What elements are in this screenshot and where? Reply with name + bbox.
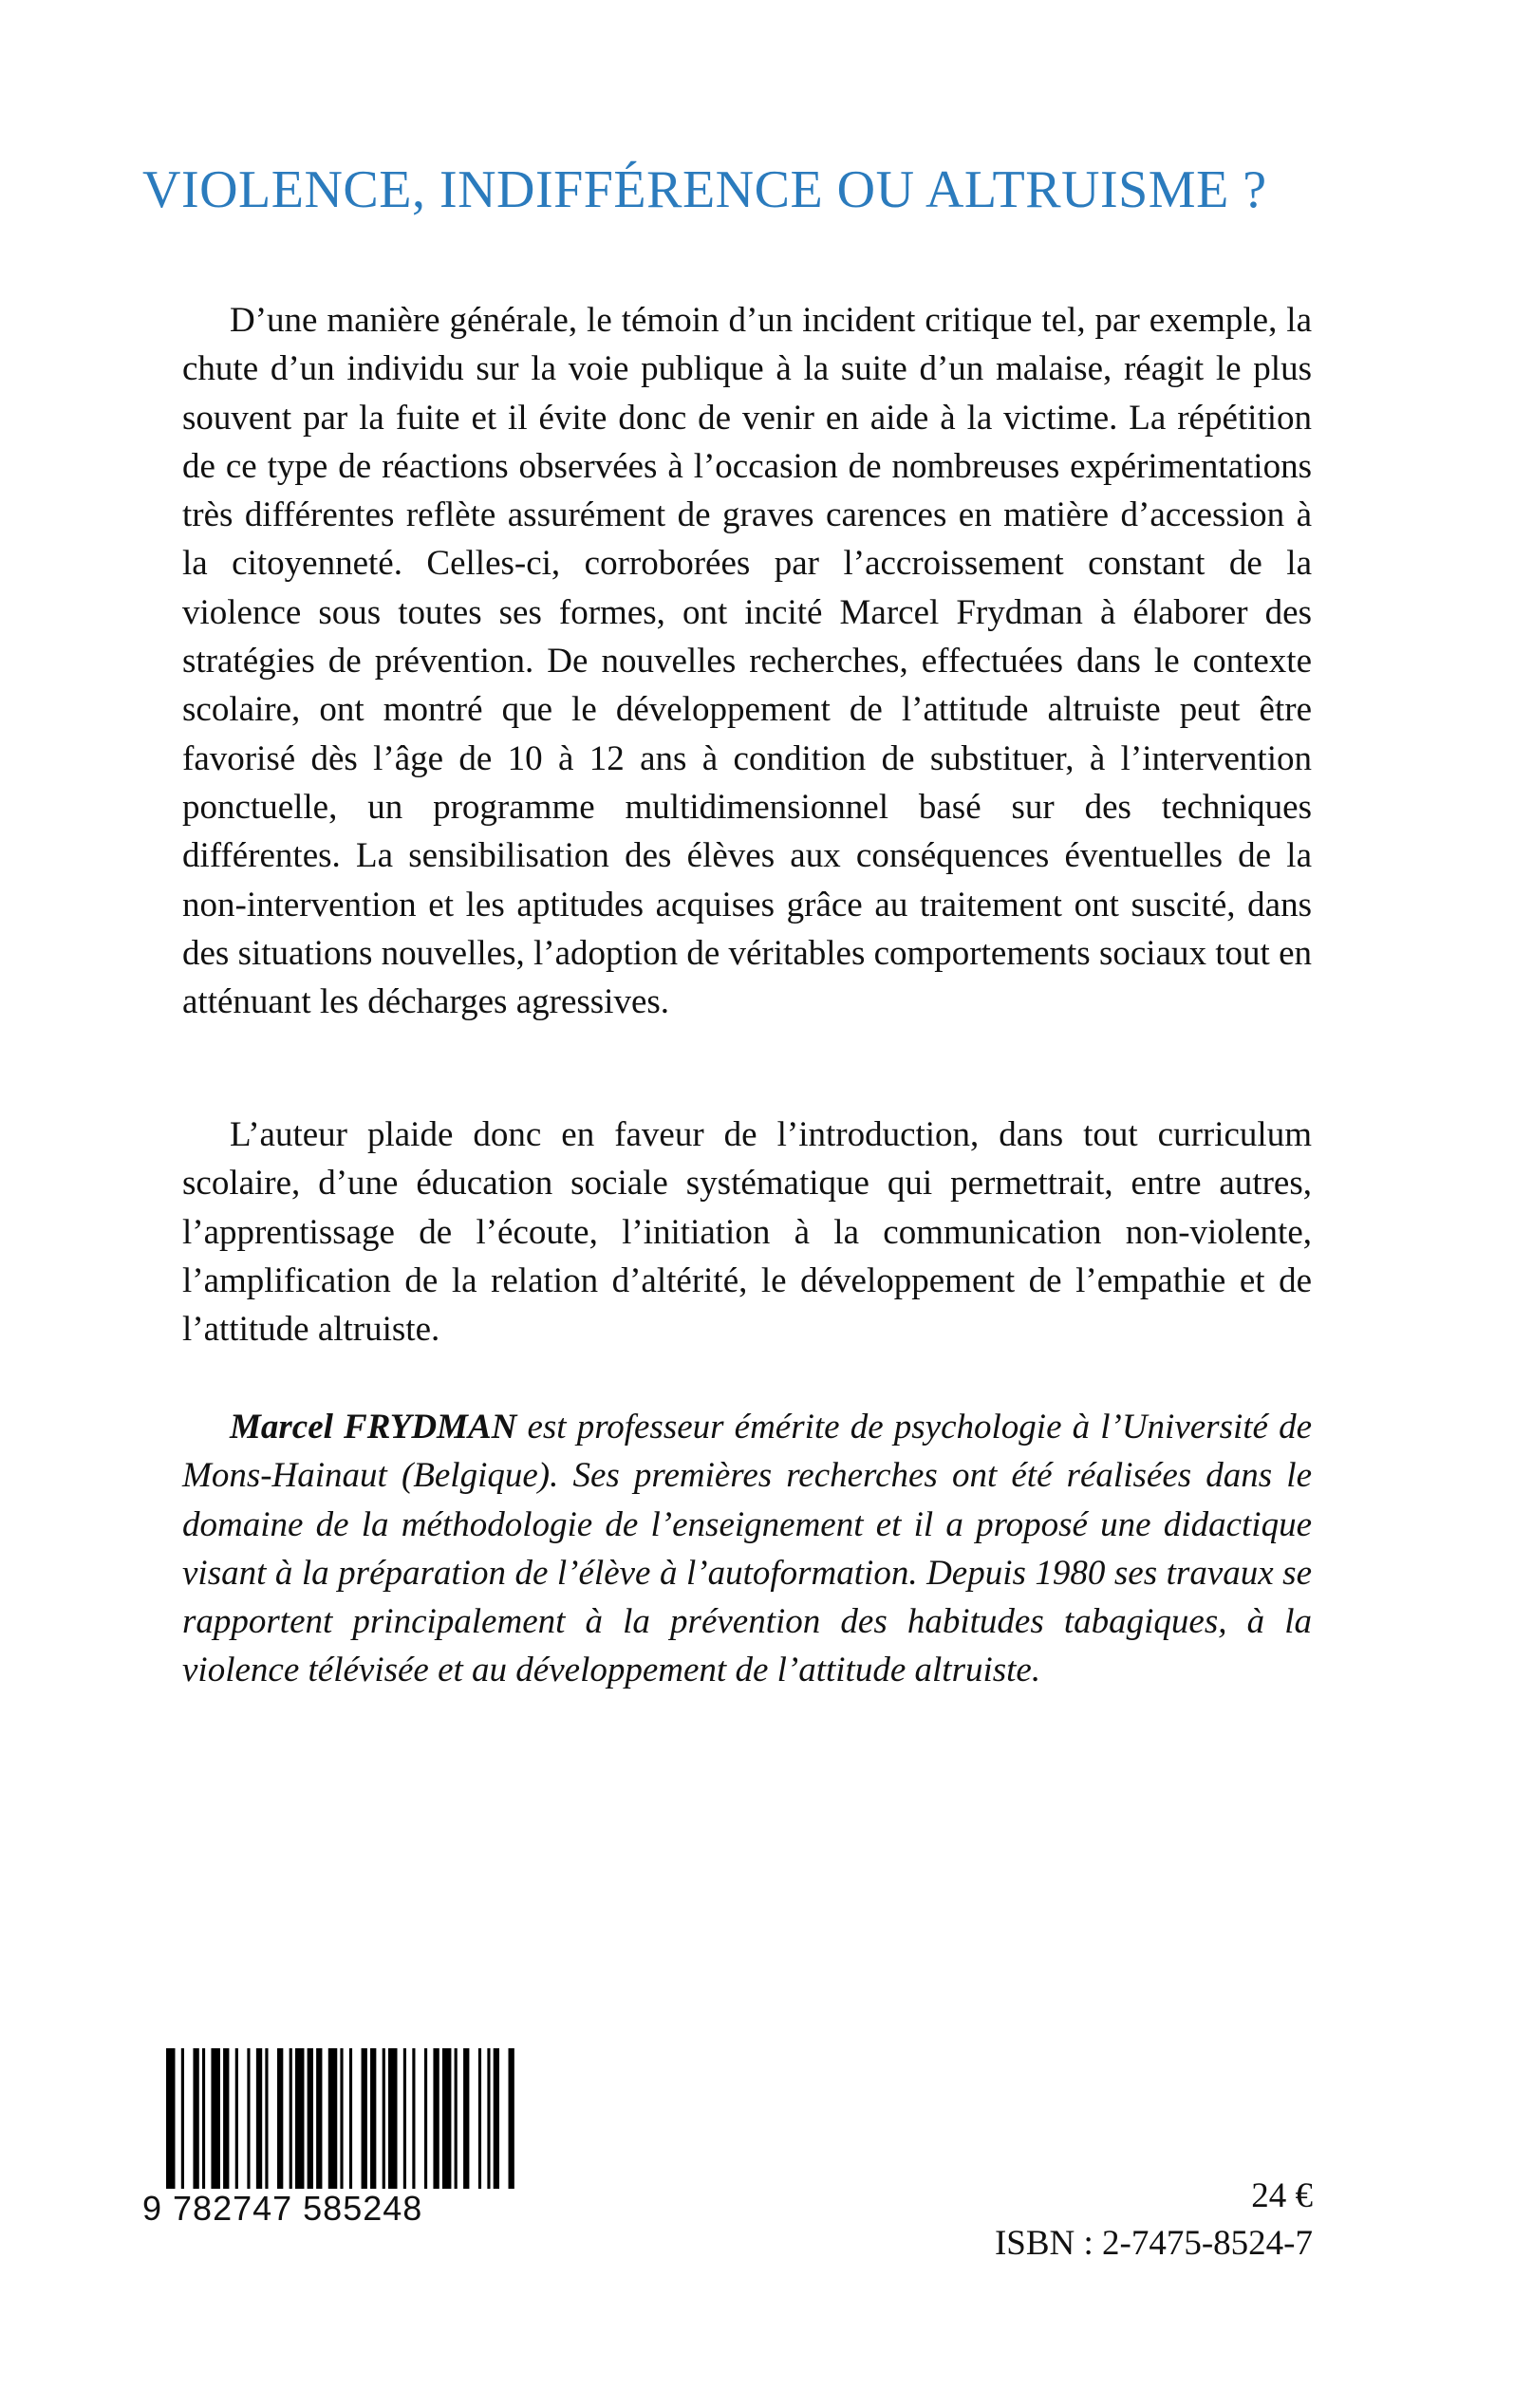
summary-text-1: D’une manière générale, le témoin d’un incident critique tel, par exemple, la chute d’un individu sur la voie publique à la suite d’un malaise, réagit le plus souvent par la fuite et il évite donc de venir en aide à la victime. La répétition de ce type de réactions observées à l’occasion de nombreuses expérimentations très différentes reflète assurément de graves carences en matière d’accession à la citoyenneté. Celles-ci, corroborées par l’accroissement constant de la violence sous toutes ses formes, ont incité Marcel Frydman à élaborer des stratégies de prévention. De nouvelles recherches, effectuées dans le contexte scolaire, ont montré que le développement de l’attitude altruiste peut être favorisé dès l’âge de 10 à 12 ans à condition de substituer, à l’intervention ponctuelle, un programme multidimensionnel basé sur des techniques différentes. La sensibilisation des élèves aux conséquences éventuelles de la non-intervention et les aptitudes acquises grâce au traitement ont suscité, dans des situations nouvelles, l’adoption de véritables comportements sociaux tout en atténuant les décharges agressives. [182,301,1312,1022]
isbn: ISBN : 2-7475-8524-7 [994,2224,1313,2263]
barcode-bar [202,2048,205,2189]
barcode-bar [463,2048,469,2189]
price: 24 € [1251,2176,1313,2215]
summary-paragraph-1 [182,296,1312,1026]
barcode-bar [256,2048,262,2189]
barcode-bar [455,2048,458,2189]
barcode-bar [247,2048,250,2189]
barcode-bar [433,2048,439,2189]
barcode-bar [412,2048,415,2189]
barcode-bar [290,2048,292,2189]
barcode-bar [478,2048,481,2189]
barcode-bar [487,2048,490,2189]
summary-text-2: L’auteur plaide donc en faveur de l’introduction, dans tout curriculum scolaire, d’une éducation sociale systématique qui permettrait, entre autres, l’apprentissage de l’écoute, l’initiation à la communication non-violente, l’amplification de la relation d’altérité, le développement de l’empathie et de l’attitude altruiste. [182,1115,1312,1350]
barcode-bar [494,2048,499,2189]
book-title: VIOLENCE, INDIFFÉRENCE OU ALTRUISME ? [142,160,1267,219]
barcode-bar [328,2048,337,2189]
author-bio-paragraph [182,1403,1312,1695]
barcode-bar [277,2048,283,2189]
author-name: Marcel FRYDMAN [230,1408,517,1447]
barcode [142,2048,522,2257]
barcode-bar [340,2048,343,2189]
barcode-bar [362,2048,367,2189]
barcode-bar [509,2048,514,2189]
barcode-bar [349,2048,352,2189]
barcode-bar [370,2048,376,2189]
barcode-bars [166,2048,517,2189]
barcode-bar [424,2048,427,2189]
barcode-bar [442,2048,451,2189]
barcode-bar [383,2048,385,2189]
barcode-bar [388,2048,397,2189]
barcode-bar [223,2048,229,2189]
barcode-bar [193,2048,198,2189]
author-bio-text: est professeur émérite de psychologie à l’Université de Mons-Hainaut (Belgique). Ses premières recherches ont été réalisées dans le domaine de la méthodologie de l’enseignement et il a proposé une didactique visant à la préparation de l’élève à l’autoformation. Depuis 1980 ses travaux se rapportent principalement à la prévention des habitudes tabagiques, à la violence télévisée et au développement de l’attitude altruiste. [182,1408,1312,1690]
barcode-bar [166,2048,175,2189]
barcode-number: 9 782747 585248 [142,2189,423,2228]
barcode-bar [211,2048,219,2189]
barcode-bar [403,2048,406,2189]
barcode-bar [295,2048,304,2189]
barcode-bar [181,2048,184,2189]
barcode-bar [316,2048,322,2189]
summary-paragraph-2 [182,1111,1312,1353]
barcode-bar [265,2048,268,2189]
barcode-bar [235,2048,238,2189]
barcode-bar [308,2048,313,2189]
